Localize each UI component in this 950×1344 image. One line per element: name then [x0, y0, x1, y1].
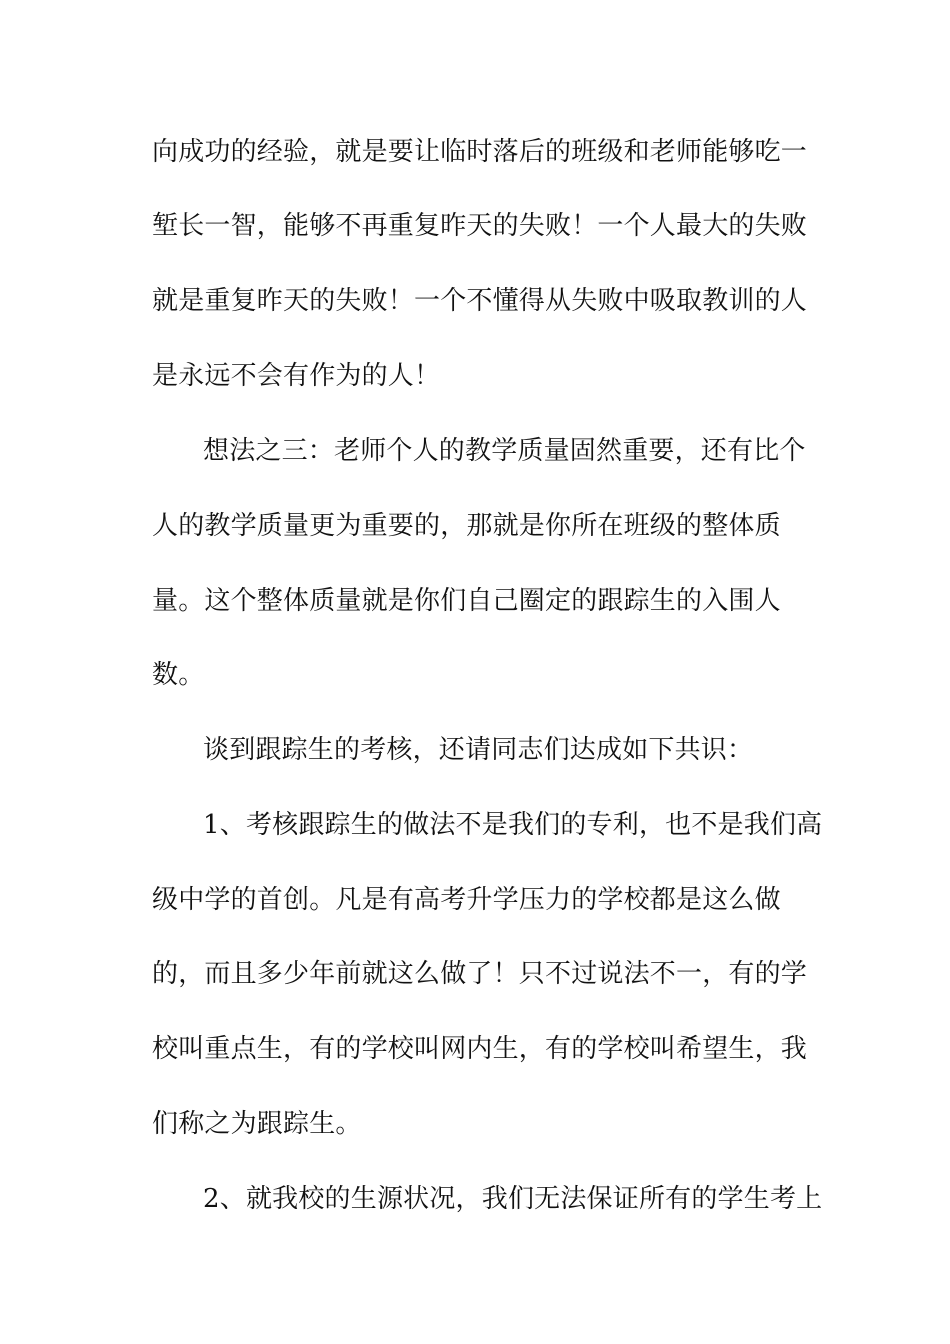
paragraph-first-line: 2、就我校的生源状况，我们无法保证所有的学生考上: [203, 1184, 823, 1214]
text-line: 们称之为跟踪生。: [152, 1109, 362, 1139]
text-line: 数。: [152, 660, 205, 690]
text-line: 校叫重点生，有的学校叫网内生，有的学校叫希望生，我: [152, 1034, 808, 1064]
text-line: 级中学的首创。凡是有高考升学压力的学校都是这么做: [152, 885, 781, 915]
paragraph-first-line: 谈到跟踪生的考核，还请同志们达成如下共识：: [203, 735, 754, 765]
text-line: 量。这个整体质量就是你们自己圈定的跟踪生的入围人: [152, 586, 781, 616]
text-line: 向成功的经验，就是要让临时落后的班级和老师能够吃一: [152, 137, 808, 167]
text-line: 是永远不会有作为的人！: [152, 361, 441, 391]
paragraph-first-line: 1、考核跟踪生的做法不是我们的专利，也不是我们高: [203, 810, 823, 840]
text-line: 就是重复昨天的失败！一个不懂得从失败中吸取教训的人: [152, 286, 808, 316]
text-line: 人的教学质量更为重要的，那就是你所在班级的整体质: [152, 511, 781, 541]
text-line: 堑长一智，能够不再重复昨天的失败！一个人最大的失败: [152, 211, 808, 241]
text-line: 的，而且多少年前就这么做了！只不过说法不一，有的学: [152, 959, 808, 989]
paragraph-first-line: 想法之三：老师个人的教学质量固然重要，还有比个: [203, 436, 806, 466]
